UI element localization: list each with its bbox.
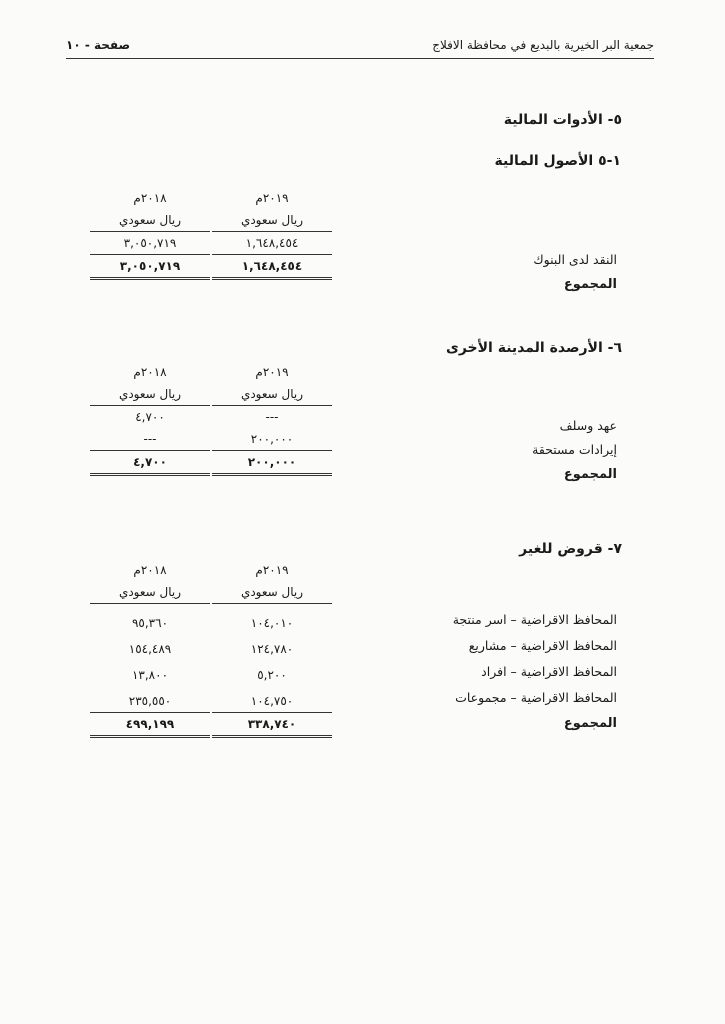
row-label: المحافظ الاقراضية – مجموعات xyxy=(455,690,617,705)
col-currency: ريال سعودي xyxy=(212,209,332,232)
cell-value: ١٢٤,٧٨٠ xyxy=(250,642,294,656)
page-header xyxy=(66,36,654,59)
cell-value: ٤,٧٠٠ xyxy=(135,410,165,424)
col-currency: ريال سعودي xyxy=(212,581,332,604)
section-6-title: ٦- الأرصدة المدينة الأخرى xyxy=(446,340,622,356)
cell-total: ٤٩٩,١٩٩ xyxy=(90,713,210,738)
cell-total: ٢٠٠,٠٠٠ xyxy=(212,451,332,476)
section-5-1-title: ١-٥ الأصول المالية xyxy=(494,153,621,169)
col-currency: ريال سعودي xyxy=(212,383,332,406)
cell-value: ١٠٤,٧٥٠ xyxy=(212,690,332,713)
total-label: المجموع xyxy=(563,467,617,482)
sec5-col-2018 xyxy=(90,187,210,280)
row-label: إيرادات مستحقة xyxy=(532,442,617,457)
cell-value: ١,٦٤٨,٤٥٤ xyxy=(212,232,332,255)
section-7-title: ٧- قروض للغير xyxy=(519,541,622,557)
row-label: عهد وسلف xyxy=(559,418,617,433)
cell-value: ٢٣٥,٥٥٠ xyxy=(90,690,210,713)
total-label: المجموع xyxy=(563,716,617,731)
col-currency: ريال سعودي xyxy=(90,383,210,406)
header-title: جمعية البر الخيرية بالبديع في محافظة الافلاج xyxy=(432,38,654,52)
col-year: ٢٠١٩م xyxy=(255,191,289,205)
sec6-col-2019 xyxy=(212,361,332,476)
col-currency: ريال سعودي xyxy=(90,581,210,604)
cell-value: --- xyxy=(265,410,279,424)
section-5-title: ٥- الأدوات المالية xyxy=(503,112,622,128)
cell-total: ١,٦٤٨,٤٥٤ xyxy=(212,255,332,280)
sec7-col-2019 xyxy=(212,559,332,738)
sec5-col-2019 xyxy=(212,187,332,280)
sec6-col-2018 xyxy=(90,361,210,476)
cell-value: ١٥٤,٤٨٩ xyxy=(128,642,172,656)
cell-value: ٢٠٠,٠٠٠ xyxy=(212,428,332,451)
col-currency: ريال سعودي xyxy=(90,209,210,232)
row-label: المحافظ الاقراضية – مشاريع xyxy=(468,638,617,653)
cell-total: ٤,٧٠٠ xyxy=(90,451,210,476)
total-label: المجموع xyxy=(563,277,617,292)
cell-total: ٣,٠٥٠,٧١٩ xyxy=(90,255,210,280)
cell-value: --- xyxy=(90,428,210,451)
row-label: المحافظ الاقراضية – اسر منتجة xyxy=(452,612,617,627)
col-year: ٢٠١٨م xyxy=(133,191,167,205)
cell-total: ٣٣٨,٧٤٠ xyxy=(212,713,332,738)
cell-value: ١٣,٨٠٠ xyxy=(131,668,169,682)
cell-value: ٥,٢٠٠ xyxy=(257,668,287,682)
col-year: ٢٠١٩م xyxy=(255,563,289,577)
cell-value: ٣,٠٥٠,٧١٩ xyxy=(90,232,210,255)
sec7-col-2018 xyxy=(90,559,210,738)
cell-value: ١٠٤,٠١٠ xyxy=(250,616,294,630)
row-label: النقد لدى البنوك xyxy=(533,252,617,267)
col-year: ٢٠١٨م xyxy=(133,563,167,577)
col-year: ٢٠١٩م xyxy=(255,365,289,379)
page-number: صفحة - ١٠ xyxy=(66,38,131,52)
row-label: المحافظ الاقراضية – افراد xyxy=(481,664,617,679)
cell-value: ٩٥,٣٦٠ xyxy=(131,616,169,630)
col-year: ٢٠١٨م xyxy=(133,365,167,379)
